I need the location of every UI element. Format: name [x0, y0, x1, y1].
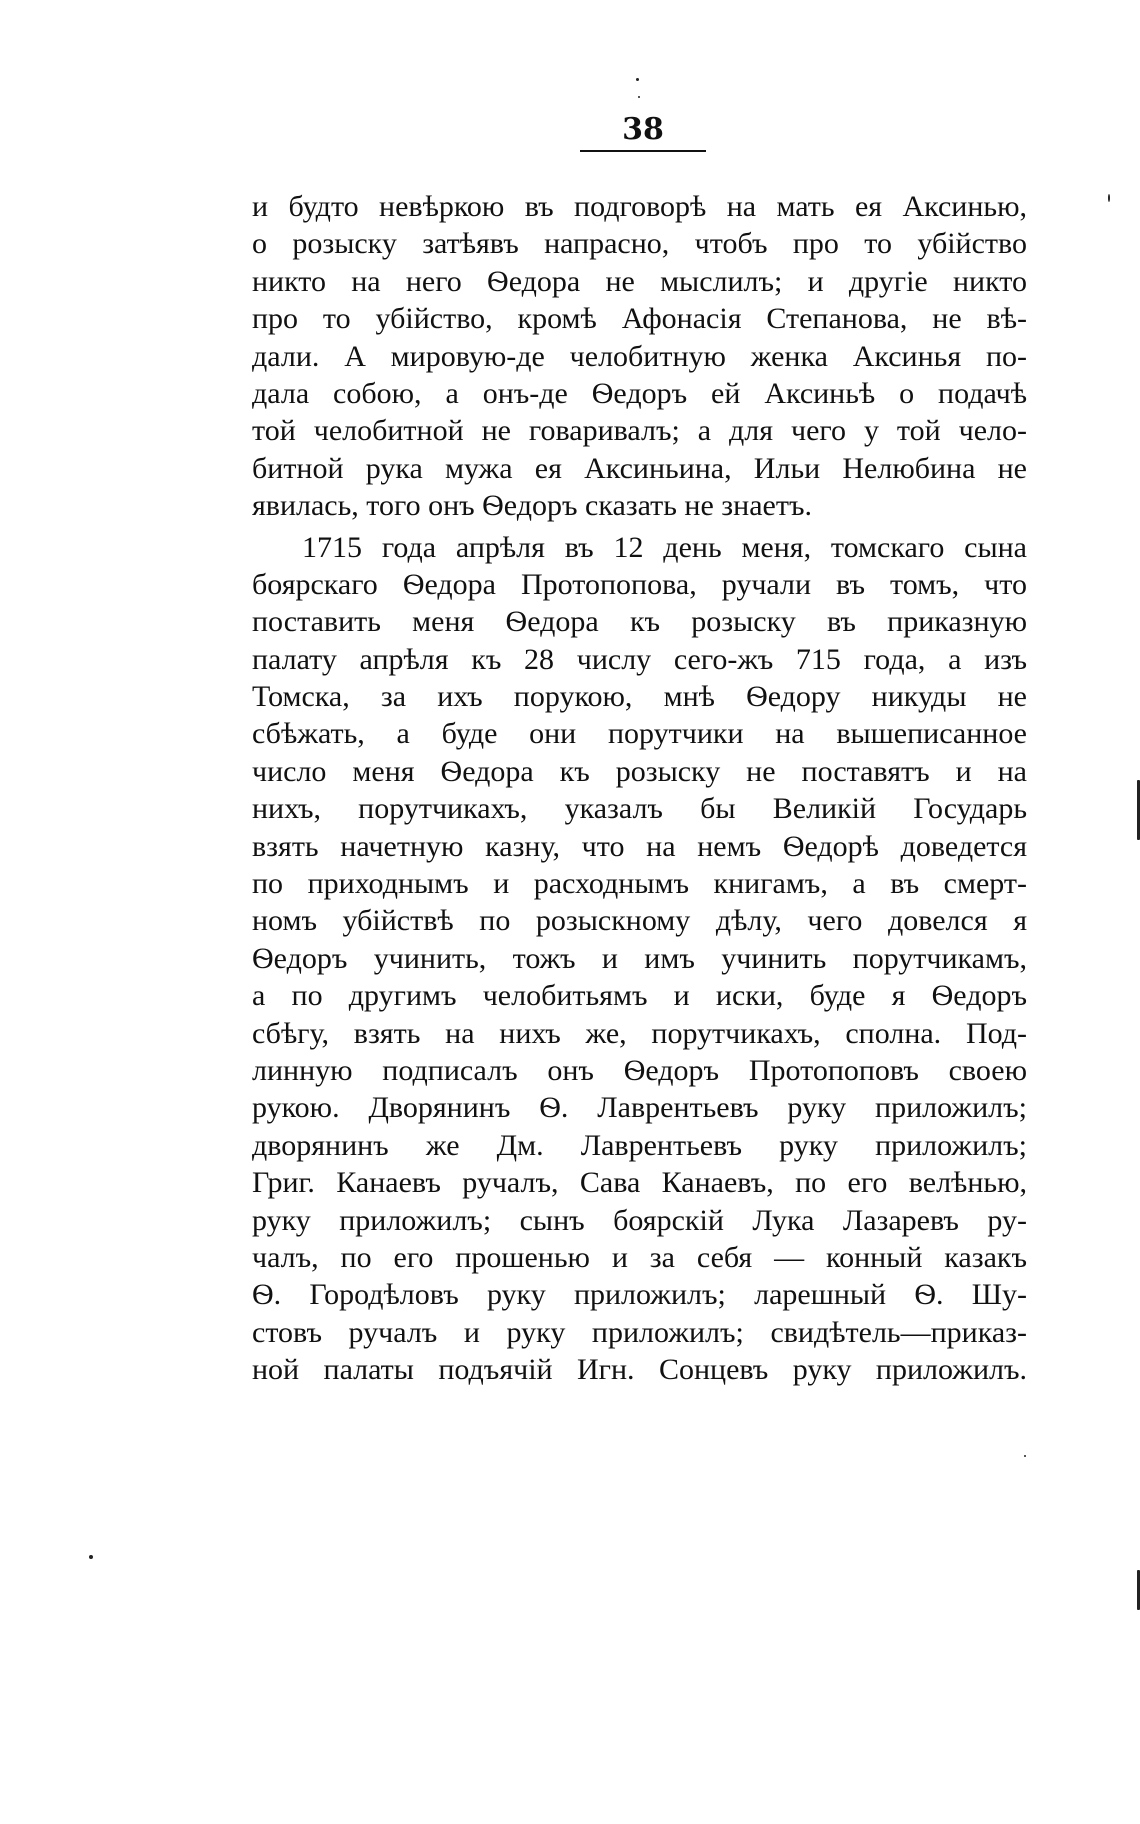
- scan-speck: [1108, 194, 1110, 202]
- text-line: и будто невѣркою въ подговорѣ на мать ея Аксинью,: [252, 190, 1027, 223]
- text-line: дворянинъ же Дм. Лаврентьевъ руку приложилъ;: [252, 1128, 1027, 1162]
- body-text: [252, 188, 1027, 1389]
- text-line: никто на него Ѳедора не мыслилъ; и другіе никто: [252, 264, 1027, 298]
- paragraph-1: [252, 188, 1027, 525]
- text-line: рукою. Дворянинъ Ѳ. Лаврентьевъ руку приложилъ;: [252, 1091, 1027, 1125]
- text-line: Григ. Канаевъ ручалъ, Сава Канаевъ, по его велѣнью,: [252, 1166, 1027, 1200]
- text-line: сбѣжать, а буде они порутчики на вышеписанное: [252, 717, 1027, 751]
- text-line: а по другимъ челобитьямъ и иски, буде я Ѳедоръ: [252, 979, 1027, 1013]
- text-line: той челобитной не говаривалъ; а для чего у той чело-: [252, 414, 1027, 448]
- text-line: битной рука мужа ея Аксиньина, Ильи Нелюбина не: [252, 451, 1027, 485]
- text-line: о розыску затѣявъ напрасно, чтобъ про то убійство: [252, 227, 1027, 261]
- text-line: про то убійство, кромѣ Афонасія Степанова, не вѣ-: [252, 302, 1027, 336]
- text-line: 1715 года апрѣля въ 12 день меня, томскаго сына: [302, 530, 1027, 564]
- text-line: Томска, за ихъ порукою, мнѣ Ѳедору никуды не: [252, 680, 1027, 714]
- scan-speck: [1024, 1455, 1026, 1457]
- text-line: нихъ, порутчикахъ, указалъ бы Великій Государь: [252, 792, 1027, 826]
- paragraph-2: [252, 529, 1027, 1389]
- text-line: руку приложилъ; сынъ боярскій Лука Лазаревъ ру-: [252, 1203, 1027, 1237]
- text-line: чалъ, по его прошенью и за себя — конный казакъ: [252, 1240, 1027, 1274]
- text-line: поставить меня Ѳедора къ розыску въ приказную: [252, 605, 1027, 639]
- text-line: число меня Ѳедора къ розыску не поставятъ и на: [252, 754, 1027, 788]
- text-line: Ѳедоръ учинить, тожъ и имъ учинить порутчикамъ,: [252, 941, 1027, 975]
- page-number: 38: [580, 112, 706, 152]
- scan-speck: [638, 96, 640, 98]
- text-line: дала собою, а онъ-де Ѳедоръ ей Аксиньѣ о подачѣ: [252, 376, 1027, 410]
- text-line: линную подписалъ онъ Ѳедоръ Протопоповъ своею: [252, 1053, 1027, 1087]
- text-line: взять начетную казну, что на немъ Ѳедорѣ доведется: [252, 829, 1027, 863]
- text-line: ной палаты подъячій Игн. Сонцевъ руку приложилъ.: [252, 1353, 1027, 1387]
- text-line: дали. А мировую-де челобитную женка Аксинья по-: [252, 339, 1027, 373]
- text-line: боярскаго Ѳедора Протопопова, ручали въ томъ, что: [252, 567, 1027, 601]
- text-line: по приходнымъ и расходнымъ книгамъ, а въ смерт-: [252, 867, 1027, 901]
- scan-speck: [89, 1555, 93, 1559]
- text-line: сбѣгу, взять на нихъ же, порутчикахъ, сполна. Под-: [252, 1016, 1027, 1050]
- text-line: Ѳ. Городѣловъ руку приложилъ; ларешный Ѳ. Шу-: [252, 1278, 1027, 1312]
- text-line: палату апрѣля къ 28 числу сего-жъ 715 года, а изъ: [252, 642, 1027, 676]
- scan-speck: [636, 78, 639, 81]
- text-line: явилась, того онъ Ѳедоръ сказать не знаетъ.: [252, 489, 812, 523]
- text-line: стовъ ручалъ и руку приложилъ; свидѣтель—приказ-: [252, 1315, 1027, 1349]
- text-line: номъ убійствѣ по розыскному дѣлу, чего довелся я: [252, 904, 1027, 938]
